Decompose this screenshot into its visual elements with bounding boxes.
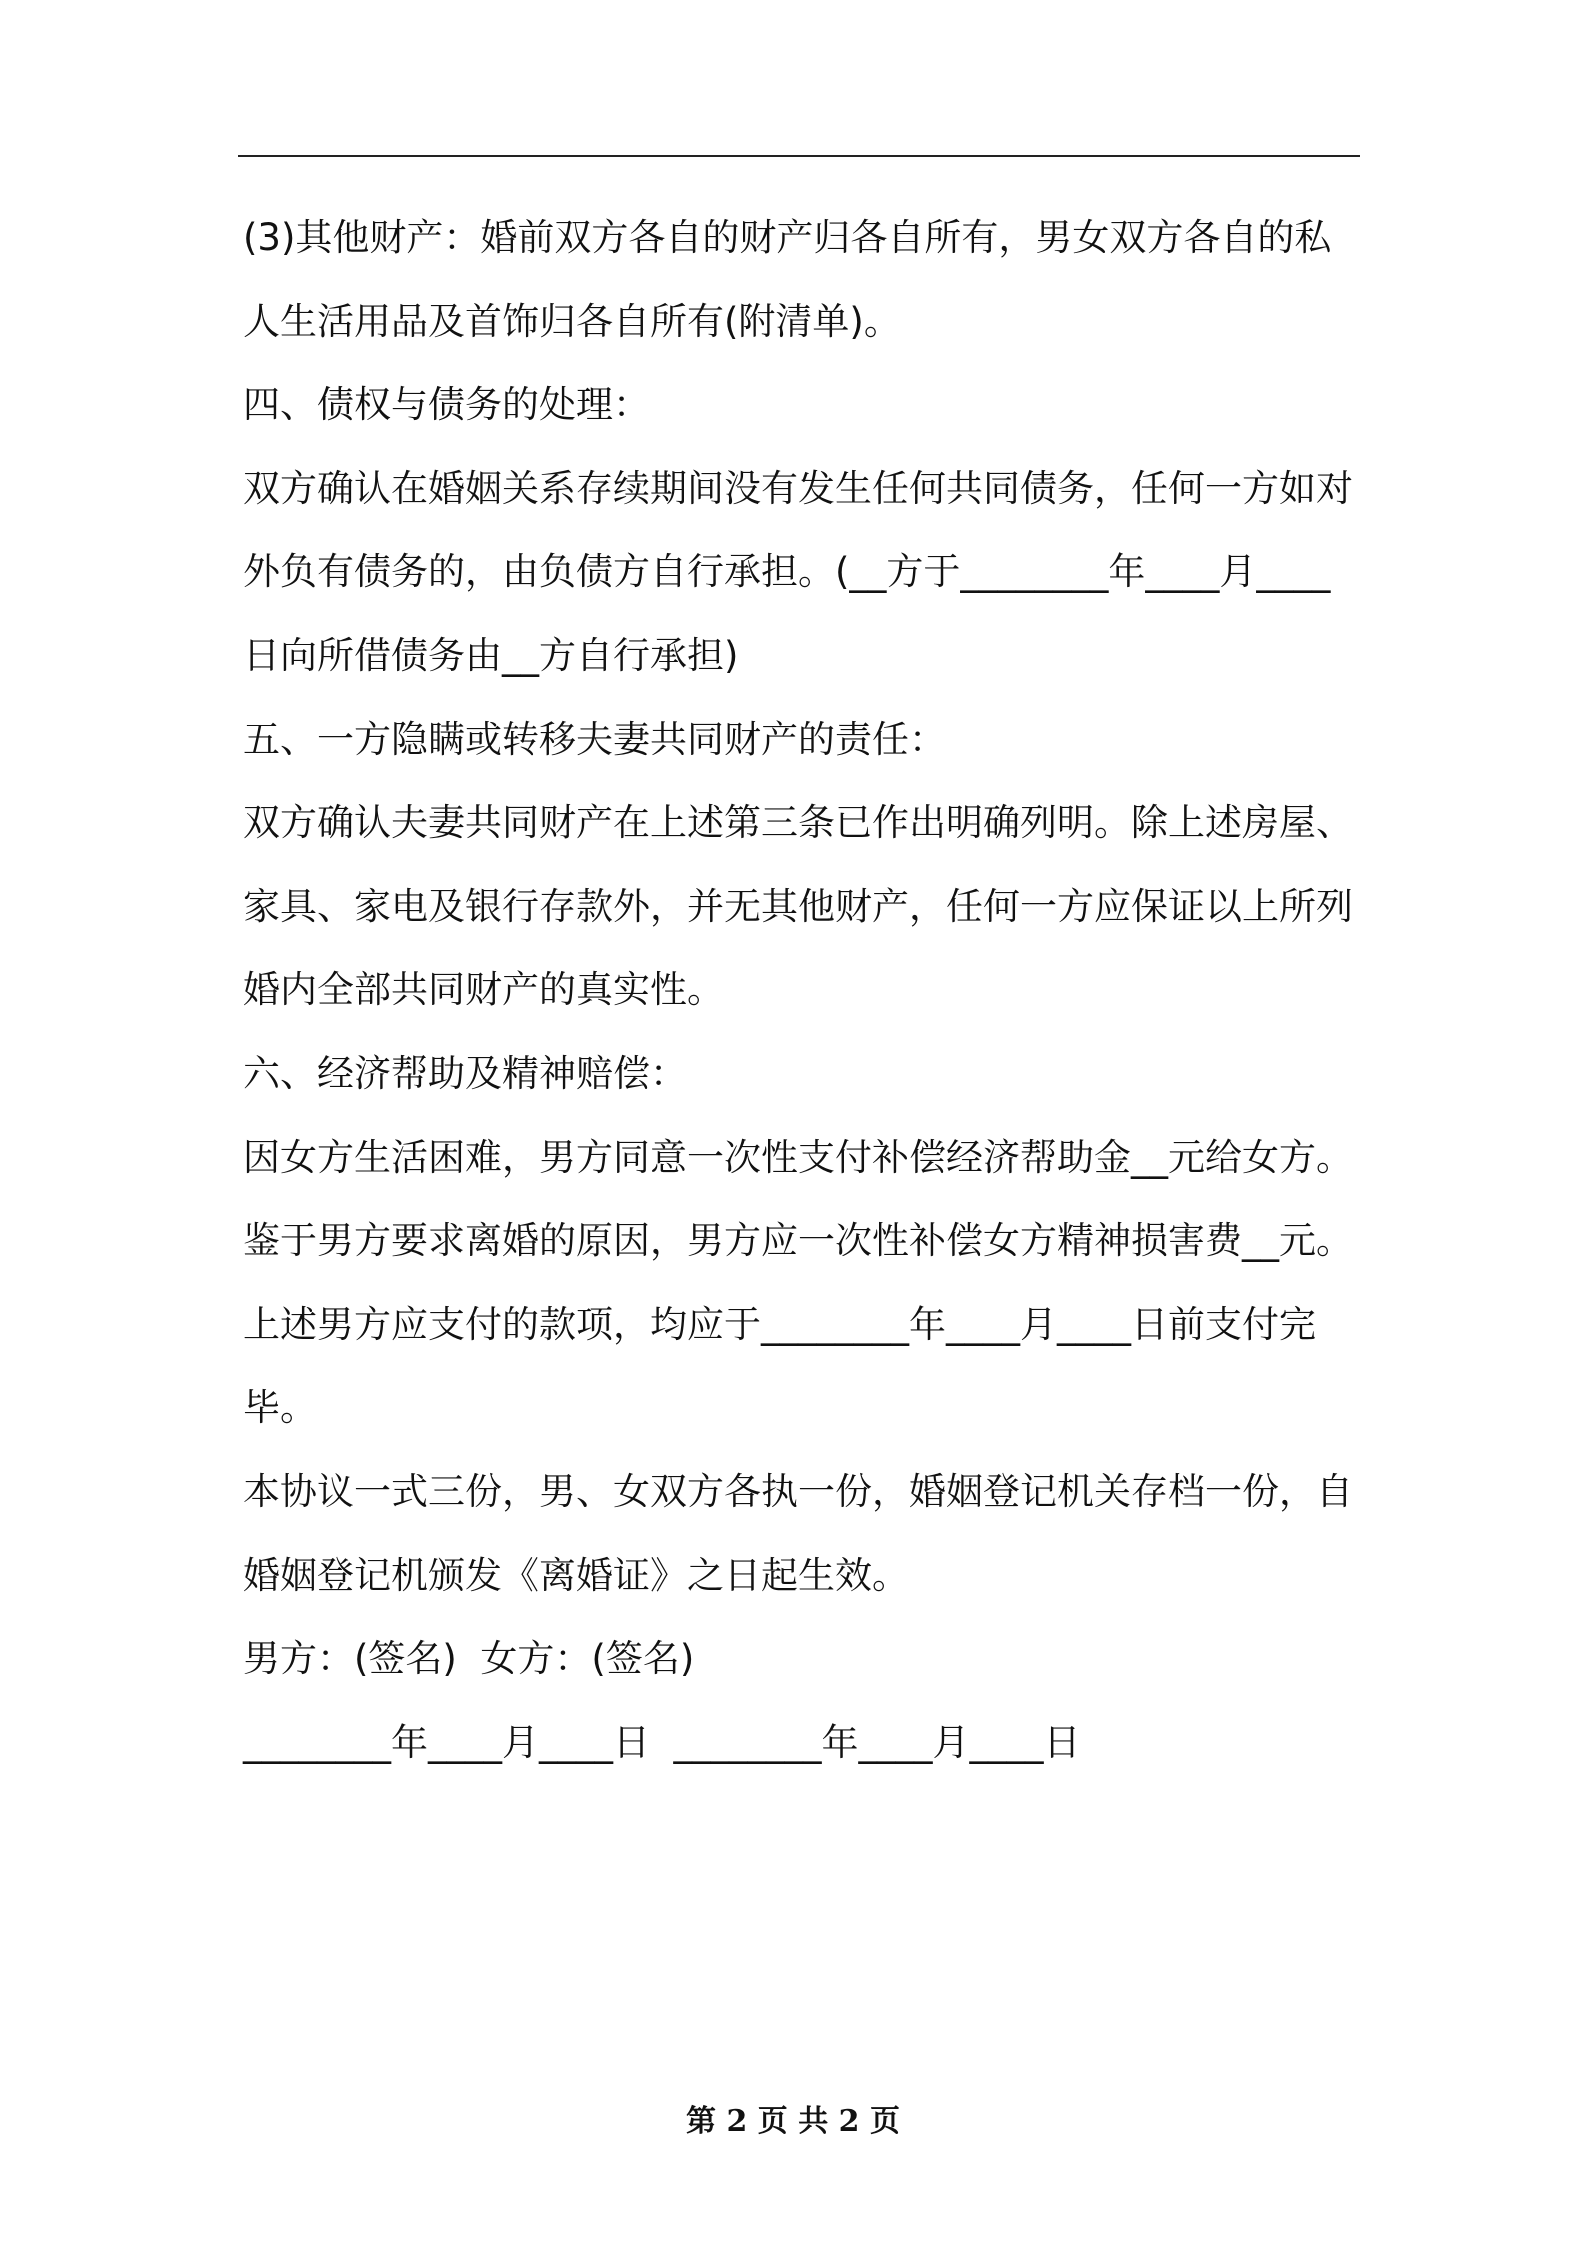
body-line: 婚内全部共同财产的真实性。 — [243, 968, 724, 1012]
section-heading: 四、债权与债务的处理： — [243, 383, 650, 427]
body-line: 外负有债务的，由负债方自行承担。(__方于________年____月____ — [243, 550, 1331, 594]
header-rule — [238, 155, 1360, 157]
body-line: 双方确认在婚姻关系存续期间没有发生任何共同债务，任何一方如对 — [243, 466, 1353, 510]
body-line: 家具、家电及银行存款外，并无其他财产，任何一方应保证以上所列 — [243, 884, 1353, 928]
body-line: (3)其他财产：婚前双方各自的财产归各自所有，男女双方各自的私 — [243, 216, 1332, 259]
section-heading: 五、一方隐瞒或转移夫妻共同财产的责任： — [243, 717, 946, 761]
body-line: 双方确认夫妻共同财产在上述第三条已作出明确列明。除上述房屋、 — [243, 801, 1353, 845]
body-line: 本协议一式三份，男、女双方各执一份，婚姻登记机关存档一份，自 — [243, 1469, 1353, 1513]
section-heading: 六、经济帮助及精神赔偿： — [243, 1051, 687, 1095]
page-number: 第 2 页 共 2 页 — [686, 2104, 900, 2139]
body-line: 上述男方应支付的款项，均应于________年____月____日前支付完 — [243, 1302, 1316, 1346]
body-line: 婚姻登记机颁发《离婚证》之日起生效。 — [243, 1553, 909, 1597]
document-body — [243, 196, 1358, 1784]
body-line: 鉴于男方要求离婚的原因，男方应一次性补偿女方精神损害费__元。 — [243, 1219, 1353, 1263]
body-line: 日向所借债务由__方自行承担) — [243, 633, 739, 677]
signature-line: 男方：(签名) 女方：(签名) — [243, 1637, 695, 1681]
body-line: 因女方生活困难，男方同意一次性支付补偿经济帮助金__元给女方。 — [243, 1135, 1353, 1179]
body-line: 毕。 — [243, 1386, 317, 1430]
date-line: ________年____月____日 ________年____月____日 — [243, 1720, 1081, 1764]
body-line: 人生活用品及首饰归各自所有(附清单)。 — [243, 299, 901, 343]
